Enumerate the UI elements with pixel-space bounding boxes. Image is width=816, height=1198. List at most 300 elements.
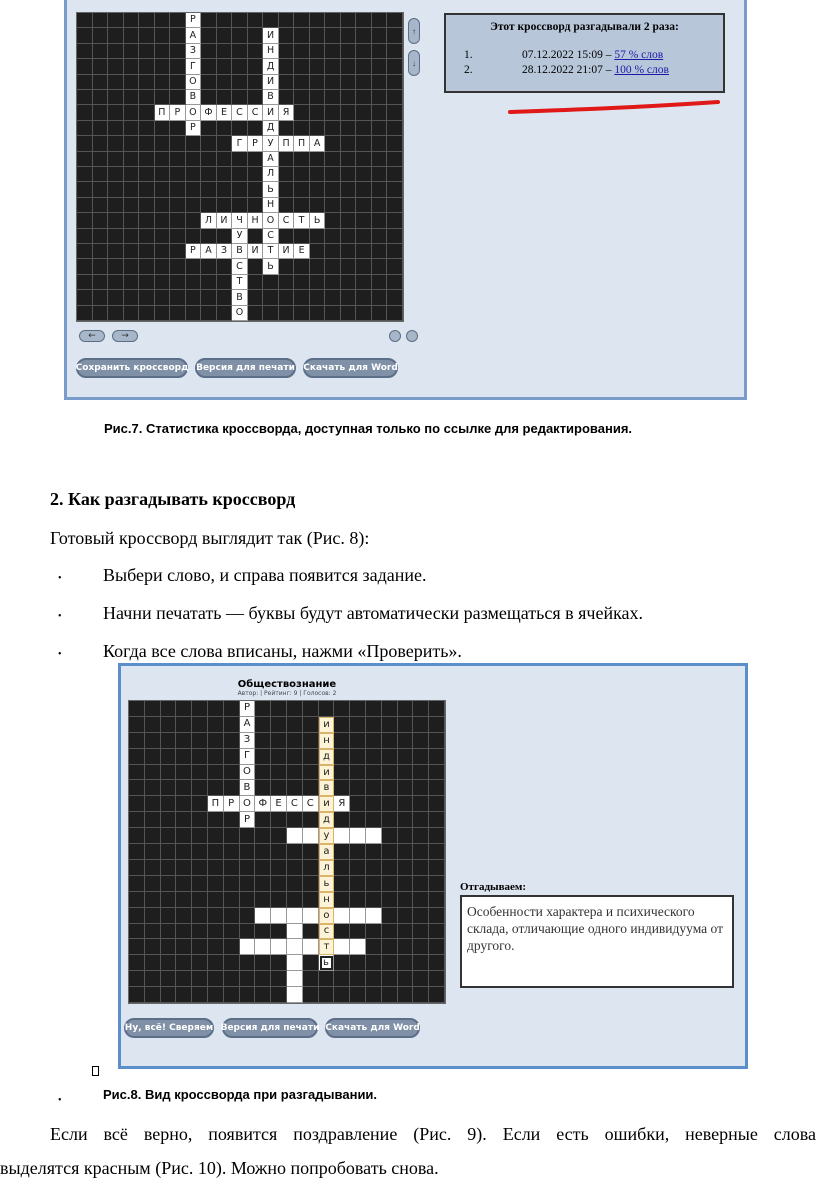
letter-cell[interactable]: О [186,105,202,120]
letter-cell[interactable]: Р [240,812,256,828]
empty-cell[interactable] [271,908,287,924]
grid-cell [310,90,326,105]
grid-cell [325,275,341,290]
arrow-down-icon: ↓ [412,58,416,68]
grid-cell [372,59,388,74]
grid-cell [310,229,326,244]
crossword-grid-editor[interactable] [76,12,404,322]
crossword-grid-solving[interactable] [128,700,446,1004]
nav-right-button[interactable] [112,330,138,342]
letter-cell[interactable]: О [186,75,202,90]
letter-cell[interactable]: И [263,105,279,120]
grid-cell [334,987,350,1003]
grid-cell [192,955,208,971]
grid-cell [413,780,429,796]
active-word-cell[interactable]: н [319,733,335,749]
grid-cell [372,275,388,290]
letter-cell[interactable]: Ф [201,105,217,120]
empty-cell[interactable] [287,908,303,924]
current-cell[interactable]: ь [319,955,335,971]
crossword-title: Обществознание [237,679,337,690]
grid-cell [124,44,140,59]
check-answers-button[interactable]: Ну, всё! Сверяем [124,1018,214,1038]
bullet-icon: • [58,611,62,622]
grid-cell [382,955,398,971]
grid-cell [108,90,124,105]
grid-cell [366,892,382,908]
grid-cell [93,44,109,59]
grid-cell [413,955,429,971]
letter-cell[interactable]: А [263,152,279,167]
letter-cell[interactable]: Р [240,701,256,717]
grid-cell [279,59,295,74]
print-version-button[interactable]: Версия для печати [195,358,296,378]
grid-cell [279,290,295,305]
grid-cell [232,152,248,167]
grid-cell [145,701,161,717]
grid-cell [208,860,224,876]
print-version-button[interactable]: Версия для печати [222,1018,318,1038]
grid-cell [170,136,186,151]
letter-cell[interactable]: Р [248,136,264,151]
grid-cell [255,765,271,781]
letter-cell[interactable]: А [201,244,217,259]
grid-cell [170,244,186,259]
grid-cell [129,765,145,781]
grid-cell [271,876,287,892]
arrow-up-icon: ↑ [412,26,416,36]
grid-cell [232,90,248,105]
letter-cell[interactable]: С [232,105,248,120]
grid-cell [366,701,382,717]
grid-cell [240,924,256,940]
empty-cell[interactable] [271,939,287,955]
letter-cell[interactable]: С [279,213,295,228]
empty-cell[interactable] [350,908,366,924]
letter-cell[interactable]: Г [240,749,256,765]
grid-cell [413,987,429,1003]
letter-cell[interactable]: О [232,306,248,321]
grid-cell [217,59,233,74]
grid-cell [124,28,140,43]
grid-cell [208,749,224,765]
active-word-cell[interactable]: т [319,939,335,955]
grid-cell [325,136,341,151]
letter-cell[interactable]: П [155,105,171,120]
grid-cell [145,971,161,987]
figure-7-caption: Рис.7. Статистика кроссворда, доступная только по ссылке для редактирования. [104,421,633,436]
empty-cell[interactable] [366,828,382,844]
grid-cell [192,971,208,987]
crossword-meta: Автор: | Рейтинг: 9 | Голосов: 2 [237,690,337,697]
grid-cell [129,796,145,812]
grid-cell [366,987,382,1003]
grid-cell [186,259,202,274]
grid-cell [232,44,248,59]
active-word-cell[interactable]: н [319,892,335,908]
grid-cell [208,971,224,987]
grid-cell [224,717,240,733]
grid-cell [334,765,350,781]
grid-cell [382,844,398,860]
letter-cell[interactable]: Н [263,44,279,59]
empty-cell[interactable] [350,828,366,844]
grid-cell [93,59,109,74]
grid-cell [208,701,224,717]
attempt-number: 1. [464,49,473,61]
grid-cell [334,924,350,940]
letter-cell[interactable]: Н [248,213,264,228]
letter-cell[interactable]: В [232,244,248,259]
empty-cell[interactable] [287,828,303,844]
grid-cell [77,182,93,197]
grid-cell [350,717,366,733]
letter-cell[interactable]: Ч [232,213,248,228]
grid-cell [325,44,341,59]
grid-cell [303,733,319,749]
letter-cell[interactable]: Ь [263,259,279,274]
letter-cell[interactable]: З [217,244,233,259]
grid-cell [108,44,124,59]
grid-cell [170,152,186,167]
grid-cell [341,44,357,59]
grid-cell [382,765,398,781]
grid-cell [248,290,264,305]
letter-cell[interactable]: Я [334,796,350,812]
grid-cell [310,121,326,136]
stats-title: Этот кроссворд разгадывали 2 раза: [490,21,679,33]
grid-cell [413,796,429,812]
grid-cell [356,213,372,228]
empty-cell[interactable] [334,908,350,924]
grid-cell [271,749,287,765]
grid-cell [208,924,224,940]
grid-cell [382,987,398,1003]
grid-cell [201,121,217,136]
grid-cell [224,939,240,955]
letter-cell[interactable]: А [240,717,256,733]
grid-cell [398,717,414,733]
grid-cell [341,105,357,120]
letter-cell[interactable]: Е [217,105,233,120]
grid-cell [208,876,224,892]
active-word-cell[interactable]: ь [319,876,335,892]
grid-cell [382,717,398,733]
letter-cell[interactable]: Т [263,244,279,259]
grid-cell [350,765,366,781]
grid-cell [129,828,145,844]
zoom-out-button[interactable] [389,330,401,342]
empty-cell[interactable] [255,908,271,924]
grid-cell [382,733,398,749]
attempt-date: 07.12.2022 15:09 – [522,49,612,61]
grid-cell [208,733,224,749]
grid-cell [382,876,398,892]
grid-cell [208,987,224,1003]
grid-cell [356,290,372,305]
letter-cell[interactable]: И [263,75,279,90]
letter-cell[interactable]: С [263,229,279,244]
grid-cell [429,987,445,1003]
download-word-button[interactable]: Скачать для Word [325,1018,420,1038]
grid-cell [279,90,295,105]
letter-cell[interactable]: Р [186,13,202,28]
letter-cell[interactable]: Г [232,136,248,151]
grid-cell [161,908,177,924]
letter-cell[interactable]: Ф [255,796,271,812]
empty-cell[interactable] [303,828,319,844]
empty-cell[interactable] [287,955,303,971]
letter-cell[interactable]: З [186,44,202,59]
grid-cell [155,244,171,259]
letter-cell[interactable]: Ь [310,213,326,228]
letter-cell[interactable]: Т [294,213,310,228]
grid-cell [429,701,445,717]
grid-cell [124,290,140,305]
save-crossword-button[interactable]: Сохранить кроссворд [76,358,188,378]
empty-cell[interactable] [287,939,303,955]
letter-cell[interactable]: П [279,136,295,151]
active-word-cell[interactable]: и [319,717,335,733]
letter-cell[interactable]: Я [279,105,295,120]
active-word-cell[interactable]: о [319,908,335,924]
stats-panel [444,13,725,93]
empty-cell[interactable] [240,939,256,955]
grid-cell [240,892,256,908]
letter-cell[interactable]: В [240,780,256,796]
letter-cell[interactable]: Р [186,121,202,136]
empty-cell[interactable] [287,987,303,1003]
grid-cell [413,876,429,892]
grid-cell [287,701,303,717]
grid-cell [139,229,155,244]
grid-cell [429,844,445,860]
grid-cell [294,75,310,90]
grid-cell [382,812,398,828]
grid-cell [334,955,350,971]
grid-cell [263,306,279,321]
letter-cell[interactable]: Д [263,59,279,74]
grid-cell [303,860,319,876]
grid-cell [201,75,217,90]
grid-cell [366,733,382,749]
letter-cell[interactable]: С [303,796,319,812]
active-word-cell[interactable]: и [319,765,335,781]
grid-cell [350,971,366,987]
grid-cell [155,167,171,182]
letter-cell[interactable]: П [208,796,224,812]
grid-cell [319,971,335,987]
grid-cell [387,198,403,213]
active-word-cell[interactable]: д [319,749,335,765]
letter-cell[interactable]: Е [294,244,310,259]
active-word-cell[interactable]: д [319,812,335,828]
letter-cell[interactable]: И [263,28,279,43]
grid-cell [161,828,177,844]
grid-cell [224,733,240,749]
grid-cell [77,290,93,305]
grid-cell [192,749,208,765]
grid-cell [124,182,140,197]
grid-cell [279,167,295,182]
active-word-cell[interactable]: в [319,780,335,796]
section-heading: 2. Как разгадывать кроссворд [50,489,296,509]
grid-cell [255,749,271,765]
grid-cell [319,987,335,1003]
empty-cell[interactable] [350,939,366,955]
grid-cell [139,259,155,274]
grid-cell [201,182,217,197]
download-word-button[interactable]: Скачать для Word [303,358,398,378]
grid-cell [145,892,161,908]
letter-cell[interactable]: О [263,213,279,228]
letter-cell[interactable]: Р [186,244,202,259]
grid-cell [77,136,93,151]
result-paragraph-line: Если всё верно, появится поздравление (Рис. 9). Если есть ошибки, неверные слова [50,1124,816,1144]
empty-cell[interactable] [287,924,303,940]
grid-cell [271,717,287,733]
grid-cell [382,924,398,940]
grid-cell [294,90,310,105]
grid-cell [145,924,161,940]
letter-cell[interactable]: И [279,244,295,259]
letter-cell[interactable]: И [217,213,233,228]
grid-cell [294,121,310,136]
letter-cell[interactable]: Г [186,59,202,74]
letter-cell[interactable]: А [310,136,326,151]
letter-cell[interactable]: П [294,136,310,151]
grid-cell [93,167,109,182]
active-word-cell[interactable]: у [319,828,335,844]
letter-cell[interactable]: У [232,229,248,244]
nav-left-button[interactable] [79,330,105,342]
grid-cell [366,939,382,955]
grid-cell [124,59,140,74]
grid-cell [155,59,171,74]
grid-cell [271,701,287,717]
grid-cell [387,244,403,259]
letter-cell[interactable]: В [263,90,279,105]
grid-cell [192,796,208,812]
letter-cell[interactable]: Р [170,105,186,120]
letter-cell[interactable]: Р [224,796,240,812]
letter-cell[interactable]: Л [201,213,217,228]
grid-cell [224,812,240,828]
arrow-right-icon: → [121,331,129,341]
grid-cell [248,13,264,28]
grid-cell [93,290,109,305]
attempt-result-link[interactable]: 57 % слов [614,49,664,61]
empty-cell[interactable] [334,828,350,844]
letter-cell[interactable]: Ь [263,182,279,197]
letter-cell[interactable]: З [240,733,256,749]
grid-cell [240,955,256,971]
empty-cell[interactable] [287,971,303,987]
empty-cell[interactable] [366,908,382,924]
letter-cell[interactable]: Д [263,121,279,136]
letter-cell[interactable]: С [287,796,303,812]
grid-cell [217,182,233,197]
letter-cell[interactable]: У [263,136,279,151]
grid-cell [271,765,287,781]
letter-cell[interactable]: Т [232,275,248,290]
grid-cell [279,259,295,274]
grid-cell [413,812,429,828]
grid-cell [224,749,240,765]
letter-cell[interactable]: Н [263,198,279,213]
grid-cell [170,167,186,182]
grid-cell [366,876,382,892]
empty-cell[interactable] [334,939,350,955]
empty-cell[interactable] [303,908,319,924]
grid-cell [271,780,287,796]
grid-cell [356,198,372,213]
grid-cell [263,275,279,290]
grid-cell [279,229,295,244]
letter-cell[interactable]: С [232,259,248,274]
grid-cell [372,121,388,136]
letter-cell[interactable]: А [186,28,202,43]
attempt-result-link[interactable]: 100 % слов [614,64,669,76]
grid-cell [413,828,429,844]
grid-cell [201,90,217,105]
grid-cell [129,987,145,1003]
grid-cell [161,701,177,717]
grid-cell [303,971,319,987]
grid-cell [287,717,303,733]
grid-cell [255,971,271,987]
active-word-cell[interactable]: и [319,796,335,812]
grid-cell [170,229,186,244]
active-word-cell[interactable]: с [319,924,335,940]
letter-cell[interactable]: Е [271,796,287,812]
letter-cell[interactable]: О [240,765,256,781]
grid-cell [232,59,248,74]
grid-cell [161,844,177,860]
grid-cell [77,90,93,105]
empty-cell[interactable] [303,939,319,955]
active-word-cell[interactable]: л [319,860,335,876]
active-word-cell[interactable]: а [319,844,335,860]
grid-cell [350,733,366,749]
grid-cell [398,924,414,940]
empty-cell[interactable] [255,939,271,955]
zoom-in-button[interactable] [406,330,418,342]
attempt-date: 28.12.2022 21:07 – [522,64,612,76]
grid-cell [155,290,171,305]
grid-cell [255,812,271,828]
grid-cell [372,167,388,182]
scroll-up-button[interactable] [408,18,420,44]
letter-cell[interactable]: И [248,244,264,259]
grid-cell [93,198,109,213]
letter-cell[interactable]: С [248,105,264,120]
grid-cell [139,198,155,213]
letter-cell[interactable]: Л [263,167,279,182]
grid-cell [170,28,186,43]
grid-cell [176,892,192,908]
red-underline-annotation [508,98,722,118]
grid-cell [93,121,109,136]
grid-cell [93,152,109,167]
letter-cell[interactable]: О [240,796,256,812]
letter-cell[interactable]: В [186,90,202,105]
scroll-down-button[interactable] [408,50,420,76]
grid-cell [217,229,233,244]
letter-cell[interactable]: В [232,290,248,305]
grid-cell [287,876,303,892]
grid-cell [77,244,93,259]
